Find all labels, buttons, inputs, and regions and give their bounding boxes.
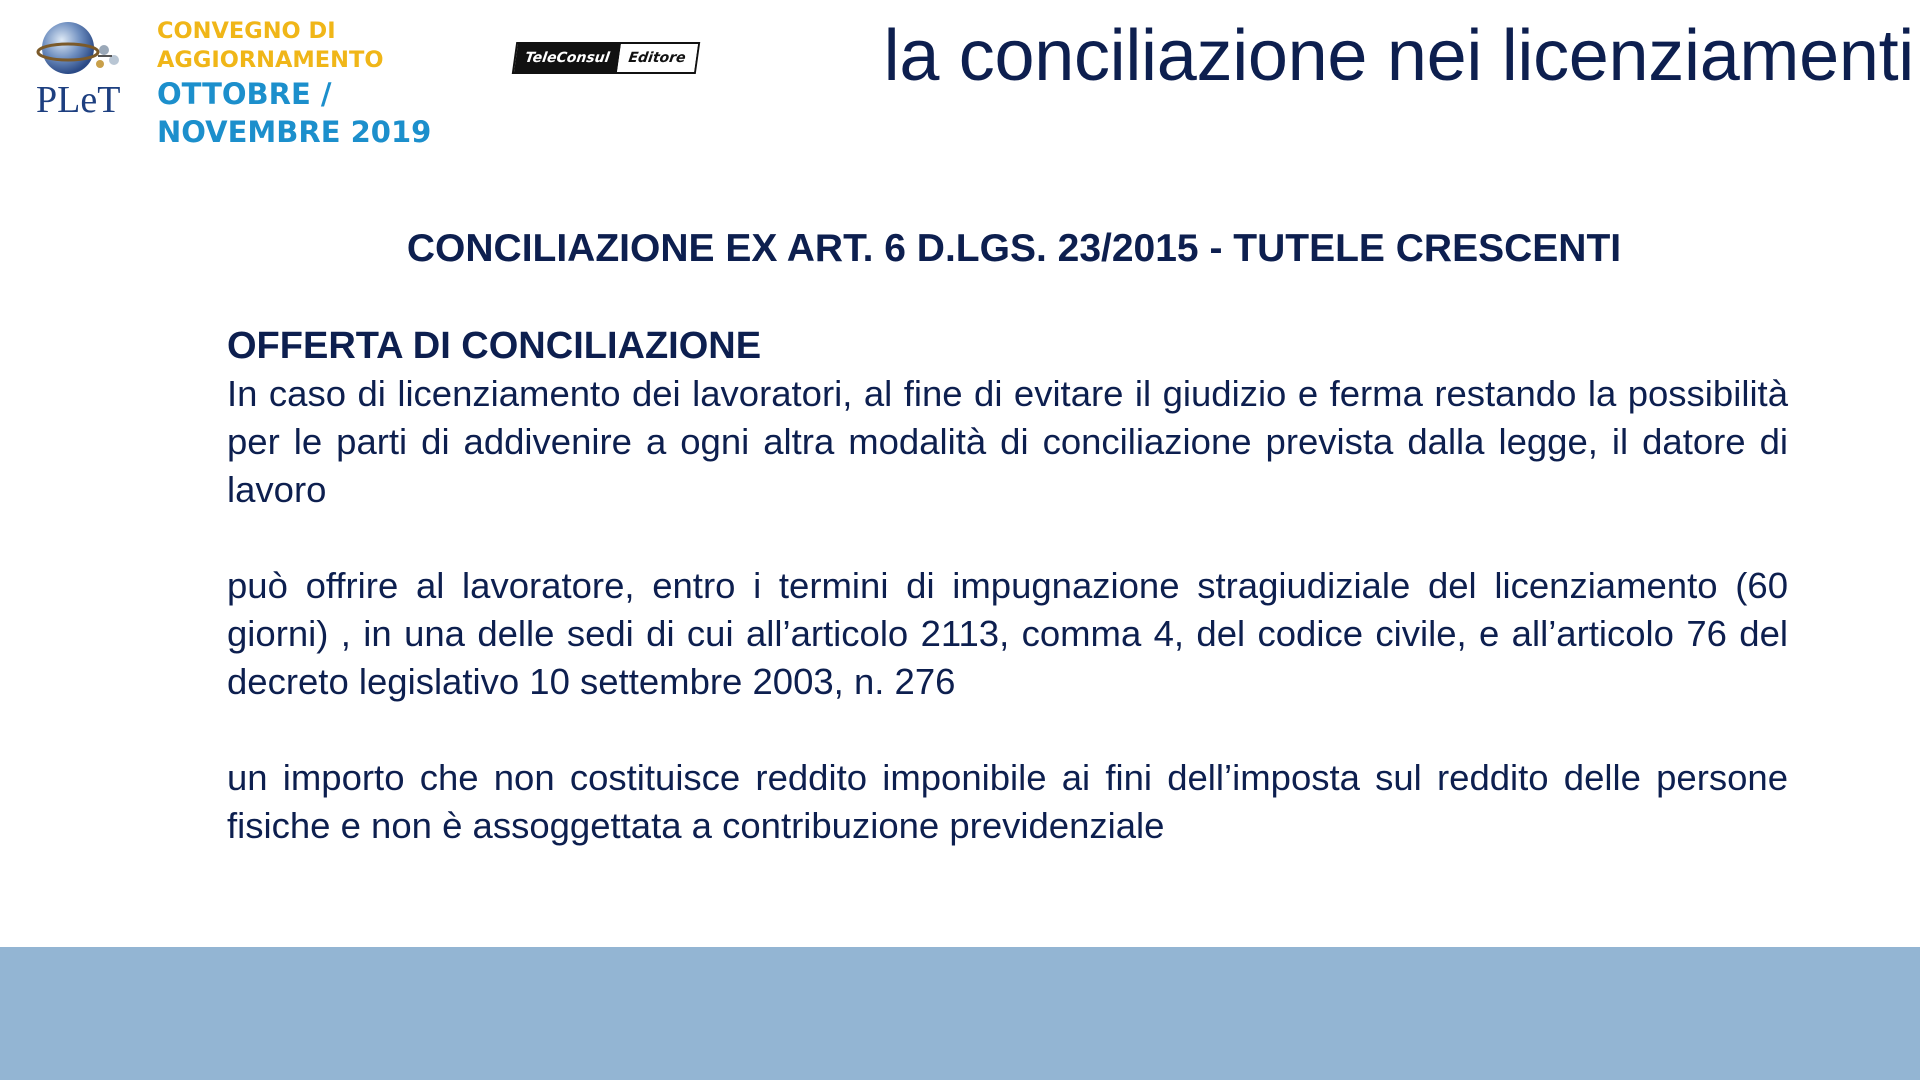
- slide-body: [227, 322, 1788, 850]
- footer-band: [0, 947, 1920, 1080]
- globe-logo-icon: [34, 16, 126, 120]
- offer-heading: OFFERTA DI CONCILIAZIONE: [227, 325, 762, 367]
- page-title: la conciliazione nei licenziamenti: [883, 16, 1914, 96]
- publisher-label: Editore: [617, 44, 698, 72]
- paragraph-2: può offrire al lavoratore, entro i termini di impugnazione stragiudiziale del licenziamento (60 giorni) , in una delle sedi di cui all’articolo 2113, comma 4, del codice civile, e all’articolo 76 del decreto legislativo 10 settembre 2003, n. 276: [227, 565, 1788, 702]
- section-title: CONCILIAZIONE EX ART. 6 D.LGS. 23/2015 - TUTELE CRESCENTI: [406, 227, 1622, 270]
- convention-line-1: CONVEGNO DI: [157, 18, 336, 44]
- period-line-1: OTTOBRE /: [157, 77, 332, 111]
- paragraph-spacer: [227, 706, 1788, 754]
- svg-text:PLeT: PLeT: [36, 79, 121, 120]
- convention-info: [157, 17, 431, 151]
- paragraph-3: un importo che non costituisce reddito imponibile ai fini dell’imposta sul reddito delle persone fisiche e non è assoggettata a contribuzione previdenziale: [227, 757, 1788, 846]
- plet-logo: [34, 16, 126, 120]
- publisher-name: TeleConsul: [514, 44, 620, 72]
- paragraph-spacer: [227, 514, 1788, 562]
- convention-line-2: AGGIORNAMENTO: [157, 47, 384, 73]
- paragraph-1: In caso di licenziamento dei lavoratori, al fine di evitare il giudizio e ferma restando la possibilità per le parti di addivenire a ogni altra modalità di conciliazione prevista dalla legge, il datore di lavoro: [227, 373, 1788, 510]
- publisher-logo: [512, 42, 700, 74]
- period-line-2: NOVEMBRE 2019: [157, 115, 432, 149]
